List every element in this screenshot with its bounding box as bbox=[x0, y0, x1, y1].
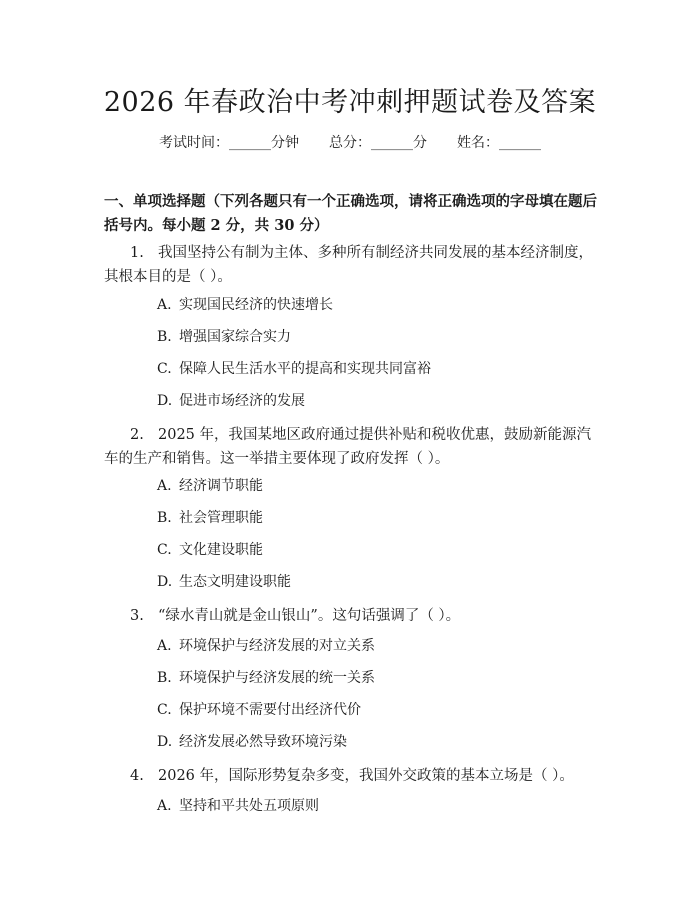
question-text: 我国坚持公有制为主体、多种所有制经济共同发展的基本经济制度，其根本目的是（ ）。 bbox=[104, 245, 593, 285]
option-letter: B. bbox=[157, 670, 172, 686]
option-text: 环境保护与经济发展的对立关系 bbox=[179, 638, 375, 654]
option-letter: C. bbox=[157, 702, 172, 718]
option-text: 环境保护与经济发展的统一关系 bbox=[179, 670, 375, 686]
question-text: 2026 年，国际形势复杂多变，我国外交政策的基本立场是（ ）。 bbox=[158, 768, 574, 784]
option bbox=[157, 700, 361, 720]
option-letter: D. bbox=[157, 574, 173, 590]
option bbox=[157, 476, 263, 496]
exam-time-field: 考试时间：______分钟 bbox=[159, 135, 299, 151]
question-4 bbox=[104, 764, 604, 788]
question-number: 4. bbox=[130, 768, 144, 784]
option-text: 社会管理职能 bbox=[179, 510, 263, 526]
option-text: 实现国民经济的快速增长 bbox=[179, 297, 333, 313]
option-text: 经济发展必然导致环境污染 bbox=[179, 734, 347, 750]
question-1 bbox=[104, 241, 604, 289]
option-text: 文化建设职能 bbox=[179, 542, 263, 558]
question-number: 3. bbox=[130, 608, 144, 624]
section-heading: 一、单项选择题（下列各题只有一个正确选项，请将正确选项的字母填在题后括号内。每小题 2 分，共 30 分） bbox=[104, 193, 597, 234]
option-letter: A. bbox=[157, 297, 172, 313]
question-2 bbox=[104, 423, 604, 471]
student-name-field: 姓名：______ bbox=[457, 135, 541, 151]
option-letter: C. bbox=[157, 542, 172, 558]
option-text: 保障人民生活水平的提高和实现共同富裕 bbox=[179, 361, 431, 377]
option-text: 增强国家综合实力 bbox=[179, 329, 291, 345]
page-title: 2026 年春政治中考冲刺押题试卷及答案 bbox=[103, 87, 597, 118]
option-letter: D. bbox=[157, 734, 173, 750]
option bbox=[157, 359, 431, 379]
option bbox=[157, 327, 291, 347]
option bbox=[157, 668, 375, 688]
option-text: 促进市场经济的发展 bbox=[179, 393, 305, 409]
question-text: 2025 年，我国某地区政府通过提供补贴和税收优惠，鼓励新能源汽车的生产和销售。这一举措主要体现了政府发挥（ ）。 bbox=[104, 427, 592, 467]
option-letter: D. bbox=[157, 393, 173, 409]
option-text: 保护环境不需要付出经济代价 bbox=[179, 702, 361, 718]
question-number: 2. bbox=[130, 427, 144, 443]
option-text: 生态文明建设职能 bbox=[179, 574, 291, 590]
option-text: 经济调节职能 bbox=[179, 478, 263, 494]
option bbox=[157, 391, 305, 411]
question-text: “绿水青山就是金山银山”。这句话强调了（ ）。 bbox=[158, 608, 461, 624]
option-text: 坚持和平共处五项原则 bbox=[179, 798, 319, 814]
question-number: 1. bbox=[130, 245, 144, 261]
option bbox=[157, 796, 319, 816]
option-letter: B. bbox=[157, 510, 172, 526]
option bbox=[157, 572, 291, 592]
option-letter: B. bbox=[157, 329, 172, 345]
option bbox=[157, 732, 347, 752]
option bbox=[157, 295, 333, 315]
option bbox=[157, 508, 263, 528]
option-letter: A. bbox=[157, 798, 172, 814]
exam-meta bbox=[0, 132, 700, 152]
option-letter: A. bbox=[157, 478, 172, 494]
option bbox=[157, 540, 263, 560]
question-3 bbox=[104, 604, 604, 628]
option bbox=[157, 636, 375, 656]
total-score-field: 总分：______分 bbox=[329, 135, 427, 151]
option-letter: A. bbox=[157, 638, 172, 654]
option-letter: C. bbox=[157, 361, 172, 377]
